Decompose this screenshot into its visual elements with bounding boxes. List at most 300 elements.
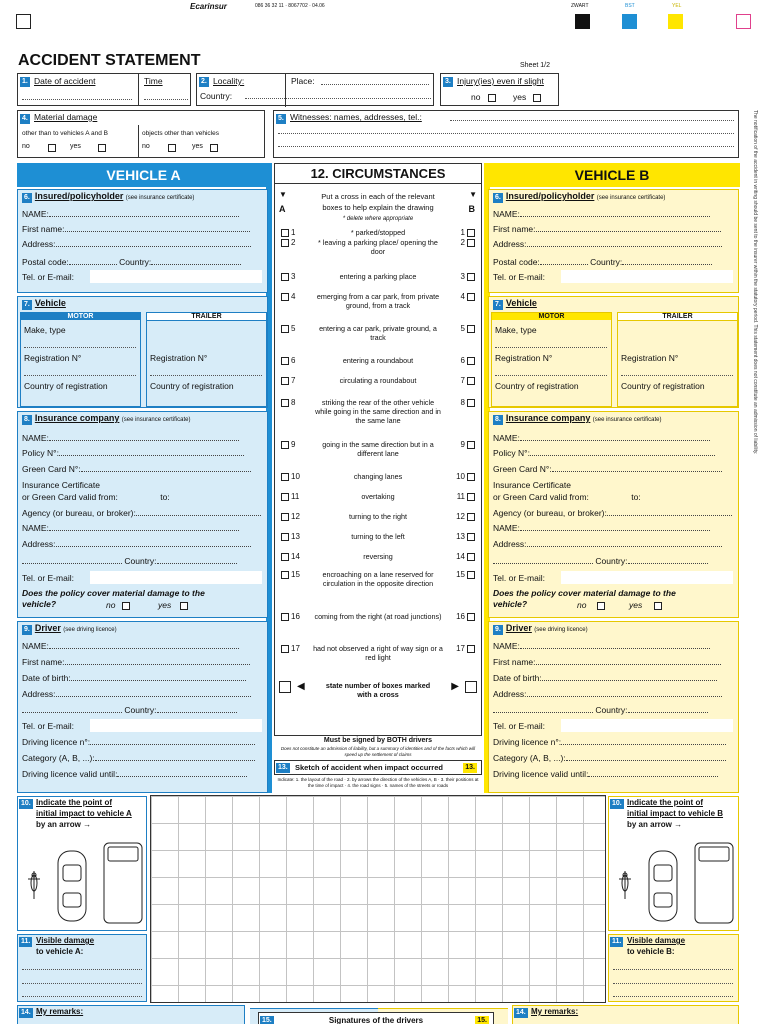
- color-swatch-cyan: [622, 14, 637, 29]
- damage-objects-yes-checkbox[interactable]: [210, 144, 218, 152]
- state-number-label: state number of boxes marked with a cross: [325, 681, 431, 699]
- policy-input[interactable]: [530, 449, 715, 456]
- column-b-label: B: [468, 204, 475, 214]
- vehicle-title: Vehicle: [34, 298, 66, 308]
- agency-address-input[interactable]: [56, 540, 251, 547]
- make-input[interactable]: [495, 347, 607, 348]
- insured-title: Insured/policyholder: [505, 191, 595, 201]
- agency-tel-input[interactable]: [90, 571, 262, 584]
- damage-objects-yes-label: yes: [192, 143, 203, 150]
- damage-input-3[interactable]: [22, 996, 142, 997]
- injuries-no-label: no: [471, 92, 481, 102]
- driver-first-label: First name:: [22, 657, 65, 667]
- registration-input[interactable]: [24, 375, 136, 376]
- circumstance-b-checkbox-2[interactable]: [467, 239, 475, 247]
- circumstance-b-checkbox-6[interactable]: [467, 357, 475, 365]
- registration-input[interactable]: [495, 375, 607, 376]
- cover-yes-label: yes: [158, 600, 172, 610]
- section-number: 9.: [495, 626, 501, 633]
- damage-vehicles-yes-checkbox[interactable]: [98, 144, 106, 152]
- agency-name-input[interactable]: [520, 524, 710, 531]
- circumstance-b-checkbox-17[interactable]: [467, 645, 475, 653]
- driver-country-label: Country:: [595, 705, 628, 715]
- circumstance-number-a: 15: [291, 570, 300, 579]
- circumstance-number-b: 6: [460, 356, 465, 365]
- vehicle-b-insured-section: [488, 189, 739, 293]
- green-card-input[interactable]: [552, 465, 722, 472]
- valid-to-label: to:: [160, 492, 170, 502]
- impact-text-3: by an arrow →: [36, 820, 92, 829]
- brand-logo: Ecarinsur: [190, 2, 227, 11]
- insured-address-input[interactable]: [56, 240, 251, 247]
- circumstance-b-checkbox-1[interactable]: [467, 229, 475, 237]
- insured-first-input[interactable]: [536, 225, 721, 232]
- circumstance-a-checkbox-5[interactable]: [281, 325, 289, 333]
- cover-yes-checkbox[interactable]: [180, 602, 188, 610]
- vehicle-b-damage-section: [608, 934, 739, 1002]
- driver-tel-label: Tel. or E-mail:: [493, 721, 545, 731]
- circumstance-number-a: 13: [291, 532, 300, 541]
- circumstance-a-checkbox-8[interactable]: [281, 399, 289, 407]
- insured-note: (see insurance certificate): [125, 195, 195, 201]
- circumstance-number-a: 3: [291, 272, 296, 281]
- circumstance-b-checkbox-11[interactable]: [467, 493, 475, 501]
- vehicle-b-driver-section: [488, 621, 739, 793]
- insured-country-label: Country:: [590, 257, 623, 267]
- section-number: 10.: [21, 800, 31, 807]
- registration-mark-left: [16, 14, 31, 29]
- circumstance-a-checkbox-15[interactable]: [281, 571, 289, 579]
- cover-yes-label: yes: [629, 600, 643, 610]
- damage-input-2[interactable]: [22, 983, 142, 984]
- injuries-label: Injury(ies) even if slight: [457, 76, 544, 86]
- policy-label: Policy N°:: [22, 448, 59, 458]
- circumstance-number-b: 11: [456, 492, 465, 501]
- motor-header: MOTOR: [21, 313, 140, 320]
- circumstance-number-b: 5: [460, 324, 465, 333]
- driver-title: Driver: [505, 623, 532, 633]
- insurance-name-input[interactable]: [520, 434, 710, 441]
- vehicle-a-damage-section: [17, 934, 147, 1002]
- section-number: 14.: [516, 1009, 526, 1016]
- motorcycle-icon: [619, 871, 631, 899]
- sheet-number: Sheet 1/2: [520, 62, 550, 69]
- time-input[interactable]: [144, 99, 188, 100]
- damage-text-2: to vehicle A:: [36, 947, 84, 956]
- damage-input-1[interactable]: [613, 969, 733, 970]
- trailer-registration-input[interactable]: [150, 375, 262, 376]
- circumstance-number-a: 9: [291, 440, 296, 449]
- insured-tel-input[interactable]: [90, 270, 262, 283]
- insured-address-input[interactable]: [527, 240, 722, 247]
- disclaimer: Does not constitute an admission of liability, but a summary of identities and of the facts which will speed up the settlement of claims: [280, 746, 476, 757]
- truck-icon: [104, 843, 142, 923]
- insured-tel-label: Tel. or E-mail:: [22, 272, 74, 282]
- vehicle-diagram-b[interactable]: [611, 837, 735, 929]
- circumstance-number-b: 14: [456, 552, 465, 561]
- damage-input-3[interactable]: [613, 996, 733, 997]
- driver-address-input[interactable]: [56, 690, 251, 697]
- insured-tel-input[interactable]: [561, 270, 733, 283]
- witnesses-label: Witnesses: names, addresses, tel.:: [290, 112, 422, 122]
- vehicle-b-remarks-section[interactable]: [512, 1005, 739, 1024]
- circumstance-number-a: 12: [291, 512, 300, 521]
- country-registration-label: Country of registration: [495, 381, 579, 391]
- circumstance-a-checkbox-14[interactable]: [281, 553, 289, 561]
- damage-vehicles-yes-label: yes: [70, 143, 81, 150]
- circumstance-a-checkbox-6[interactable]: [281, 357, 289, 365]
- driver-address-input[interactable]: [527, 690, 722, 697]
- circumstance-a-checkbox-13[interactable]: [281, 533, 289, 541]
- insured-first-label: First name:: [22, 224, 65, 234]
- cover-no-label: no: [577, 600, 587, 610]
- circumstance-text: circulating a roundabout: [339, 376, 417, 385]
- witnesses-input-3[interactable]: [278, 146, 734, 147]
- insured-postal-input[interactable]: [69, 258, 117, 265]
- circumstance-a-checkbox-9[interactable]: [281, 441, 289, 449]
- insured-name-label: NAME:: [493, 209, 520, 219]
- trailer-registration-label: Registration N°: [150, 353, 208, 363]
- circumstance-b-checkbox-14[interactable]: [467, 553, 475, 561]
- driver-note: (see driving licence): [63, 627, 117, 633]
- licence-valid-label: Driving licence valid until:: [22, 769, 118, 779]
- driver-first-input[interactable]: [65, 658, 250, 665]
- impact-text-1: Indicate the point of: [627, 798, 703, 807]
- circumstance-text: entering a roundabout: [342, 356, 414, 365]
- column-a-label: A: [279, 204, 286, 214]
- circumstance-text: entering a parking place: [339, 272, 417, 281]
- circumstance-text: going in the same direction but in a different lane: [322, 440, 434, 458]
- category-label: Category (A, B, ...):: [22, 753, 95, 763]
- insurance-note: (see insurance certificate): [592, 417, 662, 423]
- insurance-title: Insurance company: [34, 413, 120, 423]
- cover-no-checkbox[interactable]: [122, 602, 130, 610]
- circumstance-number-a: 5: [291, 324, 296, 333]
- agency-name-input[interactable]: [49, 524, 239, 531]
- driver-dob-label: Date of birth:: [22, 673, 71, 683]
- circumstance-number-a: 16: [291, 612, 300, 621]
- registration-mark-right: [736, 14, 751, 29]
- driver-tel-input[interactable]: [90, 719, 262, 732]
- section-number: 7.: [495, 301, 501, 308]
- car-icon: [649, 851, 677, 921]
- circumstance-b-checkbox-5[interactable]: [467, 325, 475, 333]
- licence-input[interactable]: [561, 738, 726, 745]
- section-number: 9.: [24, 626, 30, 633]
- page-title: ACCIDENT STATEMENT: [18, 52, 201, 69]
- circumstance-a-checkbox-2[interactable]: [281, 239, 289, 247]
- witnesses-input-2[interactable]: [278, 133, 734, 134]
- section-date-time: [17, 73, 191, 106]
- insured-country-input[interactable]: [151, 258, 241, 265]
- driver-country-input[interactable]: [157, 706, 237, 713]
- licence-valid-label: Driving licence valid until:: [493, 769, 589, 779]
- insured-name-input[interactable]: [49, 210, 239, 217]
- instruction-3: * delete where appropriate: [342, 216, 414, 222]
- circumstance-b-checkbox-7[interactable]: [467, 377, 475, 385]
- insured-country-label: Country:: [119, 257, 152, 267]
- vehicle-diagram-a[interactable]: [20, 837, 144, 929]
- country-input[interactable]: [245, 98, 431, 99]
- category-label: Category (A, B, ...):: [493, 753, 566, 763]
- damage-vehicles-label: other than to vehicles A and B: [22, 130, 109, 137]
- licence-label: Driving licence n°:: [493, 737, 562, 747]
- circumstance-text: reversing: [363, 552, 393, 561]
- damage-input-2[interactable]: [613, 983, 733, 984]
- circumstance-number-b: 17: [456, 644, 465, 653]
- injuries-yes-label: yes: [513, 92, 527, 102]
- section-number: 6.: [495, 194, 501, 201]
- insured-address-label: Address:: [493, 239, 527, 249]
- driver-name-label: NAME:: [493, 641, 520, 651]
- licence-valid-input[interactable]: [588, 770, 718, 777]
- date-input[interactable]: [22, 99, 132, 100]
- circumstance-number-b: 7: [460, 376, 465, 385]
- make-input[interactable]: [24, 347, 136, 348]
- driver-title: Driver: [34, 623, 61, 633]
- agency-address-label: Address:: [22, 539, 56, 549]
- circumstances-section: [274, 163, 482, 736]
- insured-name-label: NAME:: [22, 209, 49, 219]
- instruction-1: Put a cross in each of the relevant: [321, 192, 435, 201]
- sketch-area[interactable]: [150, 795, 606, 1003]
- insured-first-label: First name:: [493, 224, 536, 234]
- circumstance-text: changing lanes: [353, 472, 403, 481]
- section-injuries: [440, 73, 559, 106]
- trailer-header: TRAILER: [147, 313, 266, 321]
- side-note-column: [744, 110, 760, 1010]
- licence-input[interactable]: [90, 738, 255, 745]
- green-card-label: Green Card N°:: [493, 464, 552, 474]
- agency-country-input[interactable]: [628, 557, 708, 564]
- motor-box: [491, 312, 612, 407]
- circumstance-number-b: 12: [456, 512, 465, 521]
- place-label: Place:: [291, 76, 315, 86]
- section-number: 4.: [22, 115, 28, 122]
- insured-tel-label: Tel. or E-mail:: [493, 272, 545, 282]
- driver-dob-label: Date of birth:: [493, 673, 542, 683]
- driver-name-label: NAME:: [22, 641, 49, 651]
- circumstance-number-a: 7: [291, 376, 296, 385]
- insurance-name-input[interactable]: [49, 434, 239, 441]
- circumstance-b-checkbox-15[interactable]: [467, 571, 475, 579]
- circumstance-b-checkbox-8[interactable]: [467, 399, 475, 407]
- circumstance-number-a: 1: [291, 228, 296, 237]
- count-b-box[interactable]: [465, 681, 477, 693]
- section-number: 10.: [612, 800, 622, 807]
- section-number: 14.: [21, 1009, 31, 1016]
- signatures-section[interactable]: [258, 1012, 494, 1024]
- damage-vehicles-no-label: no: [22, 143, 30, 150]
- insured-address-label: Address:: [22, 239, 56, 249]
- agency-input[interactable]: [136, 509, 261, 516]
- circumstance-number-a: 4: [291, 292, 296, 301]
- circumstance-a-checkbox-16[interactable]: [281, 613, 289, 621]
- circumstance-a-checkbox-17[interactable]: [281, 645, 289, 653]
- vehicle-a-insured-section: [17, 189, 268, 293]
- section-number: 15.: [262, 1017, 272, 1024]
- print-codes: 086 36 32 11 · 8067702 · 04.06: [255, 3, 325, 9]
- circumstance-number-b: 3: [460, 272, 465, 281]
- circumstance-number-a: 14: [291, 552, 300, 561]
- driver-note: (see driving licence): [534, 627, 588, 633]
- driver-tel-label: Tel. or E-mail:: [22, 721, 74, 731]
- circumstance-text: turning to the left: [351, 532, 405, 541]
- agency-tel-label: Tel. or E-mail:: [493, 573, 545, 583]
- remarks-label: My remarks:: [531, 1007, 579, 1016]
- trailer-registration-input[interactable]: [621, 375, 733, 376]
- driver-name-input[interactable]: [520, 642, 710, 649]
- injuries-no-checkbox[interactable]: [488, 94, 496, 102]
- circumstance-a-checkbox-12[interactable]: [281, 513, 289, 521]
- agency-address-input[interactable]: [527, 540, 722, 547]
- section-number: 8.: [495, 416, 501, 423]
- circumstance-number-b: 8: [460, 398, 465, 407]
- motor-box: [20, 312, 141, 407]
- circumstance-b-checkbox-4[interactable]: [467, 293, 475, 301]
- impact-text-2: initial impact to vehicle A: [36, 809, 132, 818]
- car-icon: [58, 851, 86, 921]
- certificate-label: Insurance Certificate: [493, 480, 571, 490]
- category-input[interactable]: [95, 754, 255, 761]
- damage-vehicles-no-checkbox[interactable]: [48, 144, 56, 152]
- agency-tel-input[interactable]: [561, 571, 733, 584]
- circumstance-b-checkbox-10[interactable]: [467, 473, 475, 481]
- section-number: 1.: [22, 78, 28, 85]
- make-label: Make, type: [495, 325, 537, 335]
- insured-postal-input[interactable]: [540, 258, 588, 265]
- circumstance-number-a: 11: [291, 492, 300, 501]
- circumstance-number-b: 2: [460, 238, 465, 247]
- trailer-country-label: Country of registration: [150, 381, 234, 391]
- insured-first-input[interactable]: [65, 225, 250, 232]
- driver-first-label: First name:: [493, 657, 536, 667]
- color-swatch-yellow: [668, 14, 683, 29]
- section-number: 6.: [24, 194, 30, 201]
- country-label: Country:: [200, 91, 233, 101]
- section-number: 7.: [24, 301, 30, 308]
- vehicle-a-vehicle-section: [17, 296, 268, 408]
- driver-name-input[interactable]: [49, 642, 239, 649]
- country-registration-label: Country of registration: [24, 381, 108, 391]
- agency-address-label: Address:: [493, 539, 527, 549]
- vehicle-a-impact-section: [17, 796, 147, 931]
- circumstance-number-b: 1: [460, 228, 465, 237]
- circumstance-b-checkbox-13[interactable]: [467, 533, 475, 541]
- licence-valid-input[interactable]: [117, 770, 247, 777]
- remarks-label: My remarks:: [36, 1007, 84, 1016]
- circumstance-b-checkbox-16[interactable]: [467, 613, 475, 621]
- vehicle-a-header: VEHICLE A: [17, 163, 270, 187]
- circumstance-text: coming from the right (at road junctions): [314, 612, 442, 621]
- circumstance-number-b: 4: [460, 292, 465, 301]
- agency-label: Agency (or bureau, or broker):: [22, 508, 136, 518]
- color-label-black: ZWART: [571, 3, 589, 9]
- circumstance-a-checkbox-1[interactable]: [281, 229, 289, 237]
- insurance-title: Insurance company: [505, 413, 591, 423]
- trailer-box: [617, 312, 738, 407]
- locality-label: Locality:: [213, 76, 245, 86]
- cover-no-checkbox[interactable]: [597, 602, 605, 610]
- circumstance-text: * parked/stopped: [350, 228, 406, 237]
- licence-label: Driving licence n°:: [22, 737, 91, 747]
- green-card-label: Green Card N°:: [22, 464, 81, 474]
- color-label-cyan: BST: [625, 3, 635, 9]
- witnesses-input-1[interactable]: [450, 120, 734, 121]
- sketch-title: Sketch of accident when impact occurred: [295, 763, 443, 772]
- impact-text-2: initial impact to vehicle B: [627, 809, 724, 818]
- insured-country-input[interactable]: [622, 258, 712, 265]
- vehicle-a-remarks-section[interactable]: [17, 1005, 245, 1024]
- driver-first-input[interactable]: [536, 658, 721, 665]
- injuries-yes-checkbox[interactable]: [533, 94, 541, 102]
- agency-country-input[interactable]: [157, 557, 237, 564]
- agency-input[interactable]: [607, 509, 732, 516]
- circumstance-number-a: 2: [291, 238, 296, 247]
- driver-country-input[interactable]: [628, 706, 708, 713]
- section-number: 5.: [278, 115, 284, 122]
- circumstance-number-a: 17: [291, 644, 300, 653]
- section-number: 8.: [24, 416, 30, 423]
- must-sign-label: Must be signed by BOTH drivers: [323, 737, 433, 744]
- certificate-label: Insurance Certificate: [22, 480, 100, 490]
- section-number: 13.: [278, 764, 288, 771]
- circumstance-a-checkbox-10[interactable]: [281, 473, 289, 481]
- impact-text-1: Indicate the point of: [36, 798, 112, 807]
- insurance-note: (see insurance certificate): [121, 417, 191, 423]
- trailer-box: [146, 312, 267, 407]
- circumstance-number-b: 9: [460, 440, 465, 449]
- driver-dob-input[interactable]: [542, 674, 717, 681]
- circumstance-a-checkbox-3[interactable]: [281, 273, 289, 281]
- count-a-box[interactable]: [279, 681, 291, 693]
- circumstance-text: entering a car park, private ground, a track: [319, 324, 437, 342]
- category-input[interactable]: [566, 754, 726, 761]
- damage-objects-no-checkbox[interactable]: [168, 144, 176, 152]
- time-label: Time: [144, 76, 163, 86]
- circumstance-a-checkbox-11[interactable]: [281, 493, 289, 501]
- circumstance-b-checkbox-12[interactable]: [467, 513, 475, 521]
- green-card-input[interactable]: [81, 465, 251, 472]
- driver-tel-input[interactable]: [561, 719, 733, 732]
- vehicle-b-insurance-section: [488, 411, 739, 618]
- place-input[interactable]: [321, 84, 429, 85]
- driver-dob-input[interactable]: [71, 674, 246, 681]
- make-label: Make, type: [24, 325, 66, 335]
- valid-from-label: or Green Card valid from:: [493, 492, 589, 502]
- trailer-header: TRAILER: [618, 313, 737, 321]
- vehicle-b-impact-section: [608, 796, 739, 931]
- policy-input[interactable]: [59, 449, 244, 456]
- cover-yes-checkbox[interactable]: [654, 602, 662, 610]
- cover-question: Does the policy cover material damage to the vehicle?: [22, 588, 205, 609]
- vehicle-title: Vehicle: [505, 298, 537, 308]
- section-number: 2.: [201, 78, 207, 85]
- section-number: 15.: [477, 1017, 487, 1024]
- damage-input-1[interactable]: [22, 969, 142, 970]
- damage-text-2: to vehicle B:: [627, 947, 675, 956]
- circumstance-a-checkbox-4[interactable]: [281, 293, 289, 301]
- circumstance-b-checkbox-3[interactable]: [467, 273, 475, 281]
- circumstance-b-checkbox-9[interactable]: [467, 441, 475, 449]
- circumstance-text: overtaking: [361, 492, 395, 501]
- section-number: 11.: [612, 938, 622, 945]
- arrow-down-a-icon: ▼: [279, 190, 287, 199]
- sketch-header: [274, 760, 482, 775]
- circumstances-title: 12. CIRCUMSTANCES: [275, 164, 481, 184]
- insured-name-input[interactable]: [520, 210, 710, 217]
- circumstance-a-checkbox-7[interactable]: [281, 377, 289, 385]
